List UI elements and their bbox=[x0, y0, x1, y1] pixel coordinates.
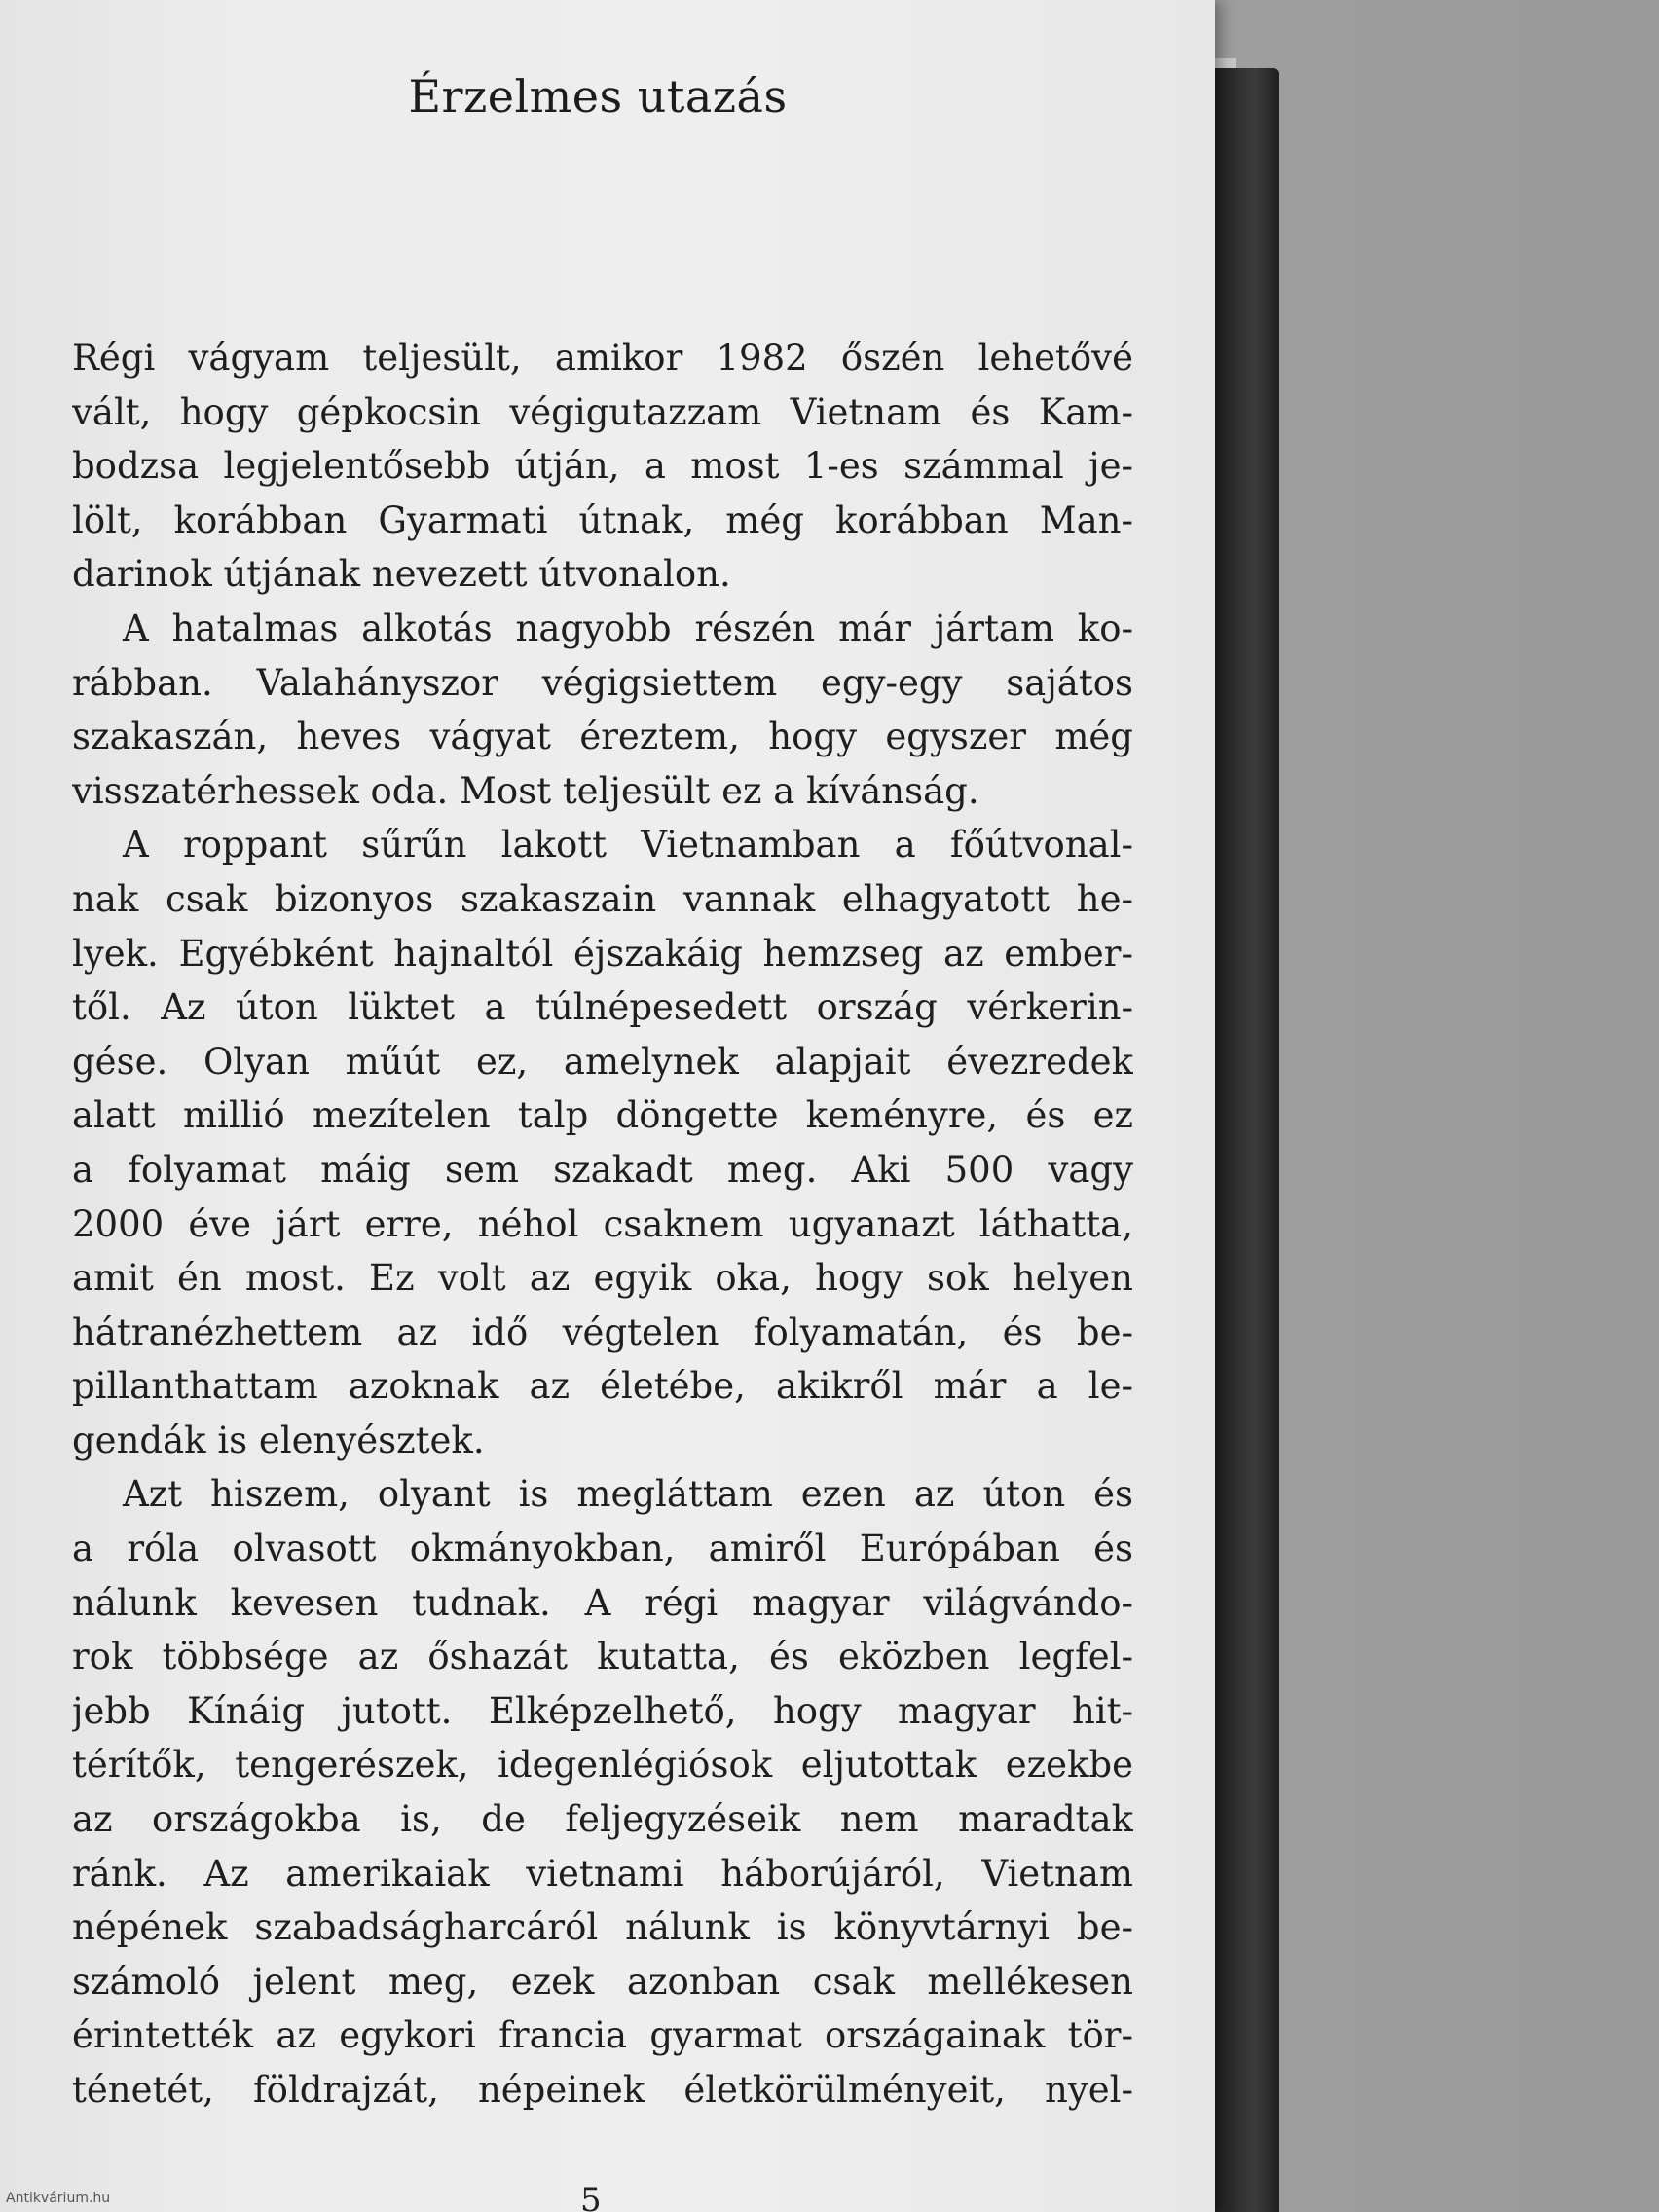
text-line: gése. Olyan műút ez, amelynek alapjait évezredek bbox=[72, 1040, 1133, 1083]
text-line: a róla olvasott okmányokban, amiről Európában és bbox=[72, 1528, 1133, 1570]
text-line: amit én most. Ez volt az egyik oka, hogy sok helyen bbox=[72, 1257, 1133, 1300]
page-number: 5 bbox=[580, 2181, 602, 2212]
text-line: Régi vágyam teljesült, amikor 1982 őszén lehetővé bbox=[72, 337, 1133, 379]
text-line: nálunk kevesen tudnak. A régi magyar világvándo- bbox=[72, 1581, 1133, 1624]
text-line: népének szabadságharcáról nálunk is könyvtárnyi be- bbox=[72, 1906, 1133, 1949]
text-line: érintették az egykori francia gyarmat országainak tör- bbox=[72, 2014, 1133, 2057]
text-line: gendák is elenyésztek. bbox=[72, 1419, 485, 1461]
text-line: a folyamat máig sem szakadt meg. Aki 500 vagy bbox=[72, 1148, 1133, 1191]
text-line: jebb Kínáig jutott. Elképzelhető, hogy magyar hit- bbox=[72, 1689, 1133, 1732]
text-line: hátranézhettem az idő végtelen folyamatán, és be- bbox=[72, 1310, 1133, 1353]
text-line: visszatérhessek oda. Most teljesült ez a kívánság. bbox=[72, 769, 979, 812]
text-line: alatt millió mezítelen talp döngette keményre, és ez bbox=[72, 1094, 1133, 1137]
text-line: lyek. Egyébként hajnaltól éjszakáig hemzseg az ember- bbox=[72, 932, 1133, 975]
body-text bbox=[72, 331, 1133, 2118]
text-line: rok többsége az őshazát kutatta, és eközben legfel- bbox=[72, 1636, 1133, 1678]
text-line: Azt hiszem, olyant is megláttam ezen az úton és bbox=[123, 1473, 1133, 1516]
text-line: nak csak bizonyos szakaszain vannak elhagyatott he- bbox=[72, 877, 1133, 920]
text-line: lölt, korábban Gyarmati útnak, még korábban Man- bbox=[72, 498, 1133, 541]
watermark: Antikvárium.hu bbox=[6, 2191, 111, 2206]
text-line: az országokba is, de feljegyzéseik nem maradtak bbox=[72, 1798, 1133, 1841]
text-line: bodzsa legjelentősebb útján, a most 1-es számmal je- bbox=[72, 445, 1133, 488]
text-line: darinok útjának nevezett útvonalon. bbox=[72, 553, 731, 596]
text-line: számoló jelent meg, ezek azonban csak mellékesen bbox=[72, 1960, 1133, 2003]
text-line: A hatalmas alkotás nagyobb részén már jártam ko- bbox=[123, 607, 1133, 649]
text-line: A roppant sűrűn lakott Vietnamban a főútvonal- bbox=[123, 824, 1133, 866]
chapter-title: Érzelmes utazás bbox=[408, 70, 788, 123]
text-line: vált, hogy gépkocsin végigutazzam Vietnam és Kam- bbox=[72, 390, 1133, 433]
text-line: ránk. Az amerikaiak vietnami háborújáról, Vietnam bbox=[72, 1852, 1133, 1895]
text-line: térítők, tengerészek, idegenlégiósok eljutottak ezekbe bbox=[72, 1744, 1133, 1787]
text-line: pillanthattam azoknak az életébe, akikről már a le- bbox=[72, 1365, 1133, 1408]
text-line: rábban. Valahányszor végigsiettem egy-egy sajátos bbox=[72, 661, 1133, 704]
text-line: szakaszán, heves vágyat éreztem, hogy egyszer még bbox=[72, 716, 1133, 758]
text-line: ténetét, földrajzát, népeinek életkörülményeit, nyel- bbox=[72, 2069, 1133, 2111]
text-line: 2000 éve járt erre, néhol csaknem ugyanazt láthatta, bbox=[72, 1202, 1133, 1245]
text-line: től. Az úton lüktet a túlnépesedett ország vérkerin- bbox=[72, 986, 1133, 1029]
